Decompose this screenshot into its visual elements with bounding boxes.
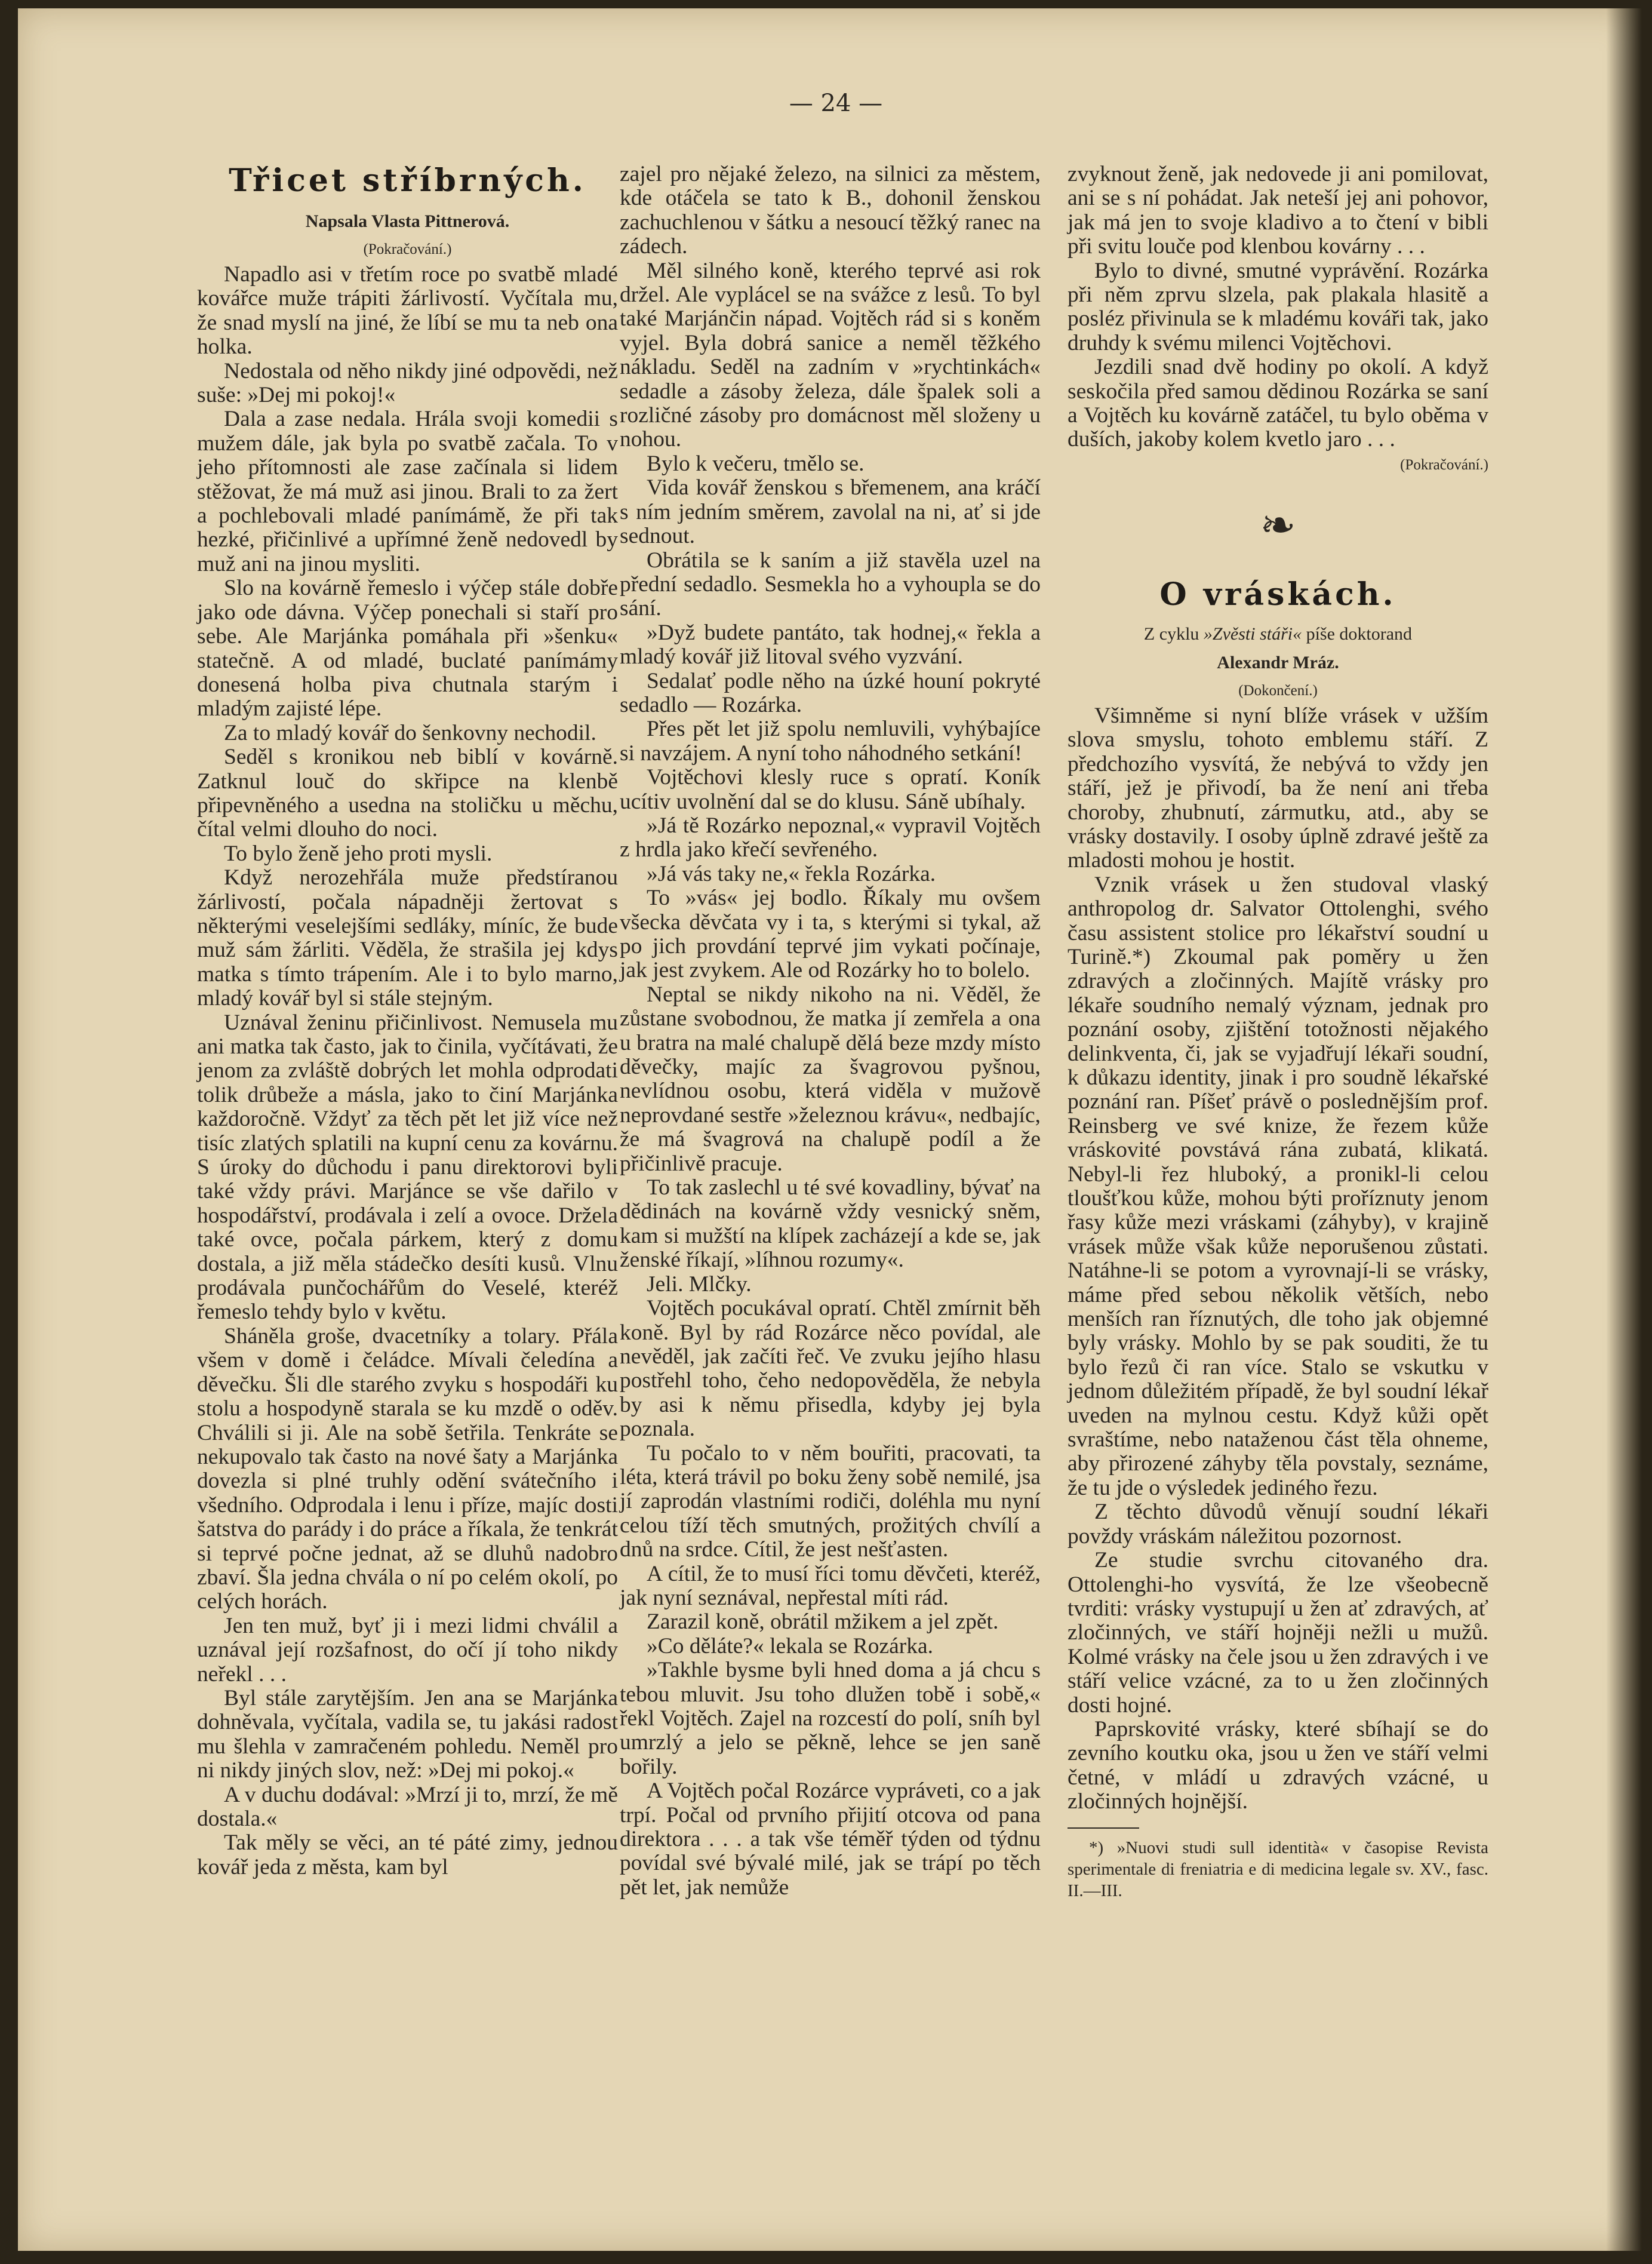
- paragraph: Paprskovité vrásky, které sbíhají se do zevního koutku oka, jsou u žen ve stáří velmi četné, v mládí u zdravých vzácné, u zločinných hojnější.: [1068, 1716, 1488, 1814]
- paragraph: Všimněme si nyní blíže vrásek v užším slova smyslu, tohoto emblemu stáří. Z předchozího vysvítá, že nebývá to vždy jen stáří, jež je přivodí, ba že není ani třeba choroby, zhubnutí, zármutku, atd., aby se vrásky dostavily. I osoby úplně zdravé ještě za mladosti mohou je hostit.: [1068, 703, 1488, 873]
- paragraph: zvyknout ženě, jak nedovede ji ani pomilovat, ani se s ní pohádat. Jak neteší jej ani pohovor, jak má jen to svoje kladivo a to čtení v bibli při svitu louče pod klenbou kovárny . . .: [1068, 162, 1488, 259]
- paragraph: »Dyž budete pantáto, tak hodnej,« řekla a mladý kovář již litoval svého vyzvání.: [620, 620, 1041, 669]
- second-article-author: Alexandr Mráz.: [1217, 652, 1339, 672]
- paragraph: Bylo k večeru, tmělo se.: [647, 451, 865, 476]
- series-mid: píše doktorand: [1306, 623, 1413, 644]
- paragraph: To tak zaslechl u té své kovadliny, bývať na dědinách na kovárně vždy vesnický sněm, kam si mužští na klípek zacházejí a kde se, jak ženské říkají, »líhnou rozumy«.: [620, 1175, 1041, 1273]
- paragraph: Napadlo asi v třetím roce po svatbě mladé kovářce muže trápiti žárlivostí. Vyčítala mu, že snad myslí na jiné, že líbí se mu ta neb ona holka.: [197, 262, 618, 360]
- article-title: Třicet stříbrných.: [229, 162, 586, 199]
- column-1: [197, 162, 618, 1879]
- series-prefix: Z cyklu: [1143, 623, 1199, 644]
- paragraph: »Takhle bysme byli hned doma a já chcu s tebou mluvit. Jsu toho dlužen tobě i sobě,« řekl Vojtěch. Zajel na rozcestí do polí, sníh byl umrzlý a jelo se pěkně, lehce se jen saně bořily.: [620, 1658, 1041, 1779]
- paragraph: Jezdili snad dvě hodiny po okolí. A když seskočila před samou dědinou Rozárka se saní a Vojtěch ku kovárně zatáčel, tu bylo oběma v duších, jakoby kolem kvetlo jaro . . .: [1068, 355, 1488, 452]
- continued-note: (Pokračování.): [363, 241, 452, 257]
- paragraph: »Co děláte?« lekala se Rozárka.: [647, 1633, 933, 1658]
- second-article-title: O vráskách.: [1159, 576, 1396, 613]
- paragraph: zajel pro nějaké železo, na silnici za městem, kde otáčela se tato k B., dohonil ženskou zachuchlenou v šátku a nesoucí těžký ranec na zádech.: [620, 162, 1041, 259]
- paragraph: Jeli. Mlčky.: [647, 1271, 752, 1297]
- continued-note-end: (Pokračování.): [1400, 456, 1488, 473]
- paragraph: Zarazil koně, obrátil mžikem a jel zpět.: [647, 1609, 999, 1635]
- page-number: — 24 —: [789, 90, 883, 117]
- paragraph: Dala a zase nedala. Hrála svoji komedii s mužem dále, jak byla po svatbě začala. To v jeho přítomnosti ale zase začínala si lidem stěžovat, že má muž asi jinou. Brali to za žert a pochlebovali mladé panímámě, že při tak hezké, přičinlivé a upřímné ženě nedovedl by muž ani na jinou mysliti.: [197, 407, 618, 576]
- paragraph: A Vojtěch počal Rozárce vypráveti, co a jak trpí. Počal od prvního přijití otcova od pana direktora . . . a tak vše téměř týden od týdnu povídal své bývalé milé, jak se trápí po těch pět let, jak nemůže: [620, 1778, 1041, 1900]
- paragraph: Vojtěchovi klesly ruce s opratí. Koník ucítiv uvolnění dal se do klusu. Sáně ubíhaly.: [620, 765, 1041, 814]
- paragraph: Vida kovář ženskou s břemenem, ana kráčí s ním jedním směrem, zavolal na ni, ať si jde sednout.: [620, 475, 1041, 549]
- paragraph: A v duchu dodával: »Mrzí ji to, mrzí, že mě dostala.«: [197, 1782, 618, 1831]
- article-body-continued: [620, 162, 1041, 1900]
- page-edge-shadow: [1606, 8, 1642, 2251]
- paragraph: Tak měly se věci, an té páté zimy, jednou kovář jeda z města, kam byl: [197, 1830, 618, 1879]
- paragraph: »Já vás taky ne,« řekla Rozárka.: [647, 861, 936, 886]
- paragraph: Sedalať podle něho na úzké houní pokryté sedadlo — Rozárka.: [620, 668, 1041, 717]
- paragraph: Byl stále zarytějším. Jen ana se Marjánka dohněvala, vyčítala, vadila se, tu jakási radost mu šlehla v zamračeném pohledu. Neměl pro ni nikdy jiných slov, než: »Dej mi pokoj.«: [197, 1685, 618, 1783]
- fleuron-icon: ❧: [1260, 501, 1296, 549]
- footnote: [1068, 1837, 1488, 1901]
- paragraph: Přes pět let již spolu nemluvili, vyhýbajíce si navzájem. A nyní toho náhodného setkání!: [620, 717, 1041, 766]
- paragraph: Ze studie svrchu citovaného dra. Ottolenghi-ho vysvítá, že lze všeobecně tvrditi: vrásky vystupují u žen ať zdravých, ať zločinných, ve stáří hojněji nežli u mužů. Kolmé vrásky na čele jsou u žen zdravých i ve stáří velice vzácné, za to u žen zločinných dosti hojné.: [1068, 1548, 1488, 1718]
- paragraph: »Já tě Rozárko nepoznal,« vypravil Vojtěch z hrdla jako křečí sevřeného.: [620, 813, 1041, 862]
- article-byline: Napsala Vlasta Pittnerová.: [305, 211, 510, 231]
- paragraph: Jen ten muž, byť ji i mezi lidmi chválil a uznával její rozšafnost, do očí jí toho nikdy neřekl . . .: [197, 1613, 618, 1687]
- paragraph: Neptal se nikdy nikoho na ni. Věděl, že zůstane svobodnou, že matka jí zemřela a ona u bratra na malé chalupě dělá beze mzdy místo děvečky, majíc za švagrovou pyšnou, nevlídnou osobu, která viděla v mužově neprovdané sestře »železnou krávu«, nedbajíc, že má švagrová na chalupě podíl a že přičinlivě pracuje.: [620, 982, 1041, 1176]
- article-body: [197, 263, 618, 1879]
- paragraph: To bylo ženě jeho proti mysli.: [224, 841, 493, 866]
- paragraph: Tu počalo to v něm bouřiti, pracovati, ta léta, která trávil po boku ženy sobě nemilé, jsa jí zaprodán vlastními rodiči, doléhla mu nyní celou tíží těch smutných, prožitých chvílí a dnů na srdce. Cítil, že jest nešťasten.: [620, 1440, 1041, 1562]
- footnote-rule: [1068, 1827, 1139, 1829]
- paragraph: Za to mladý kovář do šenkovny nechodil.: [224, 720, 596, 745]
- paragraph: Měl silného koně, kterého teprvé asi rok držel. Ale vyplácel se na svážce z lesů. To byl také Marjánčin nápad. Vojtěch rád si s koněm vyjel. Byla dobrá sanice a neměl těžkého nákladu. Seděl na zadním v »rychtinkách« sedadle a zásoby železa, dále špalek soli a rozličné zásoby pro domácnost měl složeny u nohou.: [620, 258, 1041, 452]
- paragraph: Obrátila se k saním a již stavěla uzel na přední sedadlo. Sesmekla ho a vyhoupla se do sání.: [620, 548, 1041, 621]
- second-article-body: [1068, 704, 1488, 1814]
- paragraph: Vojtěch pocukával opratí. Chtěl zmírnit běh koně. Byl by rád Rozárce něco povídal, ale nevěděl, jak začíti řeč. Ve zvuku jejího hlasu postřehl toho, čeho nedopověděla, že nebyla by asi k němu přisedla, kdyby jej byla poznala.: [620, 1296, 1041, 1442]
- paragraph: Slo na kovárně řemeslo i výčep stále dobře jako ode dávna. Výčep ponechali si staří pro sebe. Ale Marjánka pomáhala při »šenku« statečně. A od mladé, buclaté panímámy donesená holba piva chutnala starým i mladým zajisté lépe.: [197, 576, 618, 721]
- paragraph: Z těchto důvodů věnují soudní lékaři povždy vráskám náležitou pozornost.: [1068, 1500, 1488, 1549]
- paragraph: To »vás« jej bodlo. Říkaly mu ovšem všecka děvčata vy i ta, s kterými si tykal, až po jich provdání teprvé jim vykati počínaje, jak jest zvykem. Ale od Rozárky ho to bolelo.: [620, 886, 1041, 983]
- second-article-series-line: [1068, 620, 1488, 648]
- paragraph: A cítil, že to musí říci tomu děvčeti, kteréž, jak nyní seznával, nepřestal míti rád.: [620, 1561, 1041, 1610]
- footnote-text: *) »Nuovi studi sull identità« v časopise Revista sperimentale di freniatria e di medicina legale sv. XV., fasc. II.—III.: [1068, 1838, 1488, 1900]
- article-body-end: [1068, 162, 1488, 452]
- paragraph: Když nerozehřála muže předstíranou žárlivostí, počala nápadněji žertovat s některými veselejšími sedláky, míníc, že bude muž sám žárliti. Věděla, že strašila jej kdys matka s tímto trápením. Ale i to bylo marno, mladý kovář byl si stále stejným.: [197, 865, 618, 1011]
- paragraph: Sháněla groše, dvacetníky a tolary. Přála všem v domě i čeládce. Mívali čeledína a děvečku. Šli dle starého zvyku s hospodáři ku stolu a hospodyně starala se ku mzdě o oděv. Chválili si ji. Ale na sobě šetřila. Tenkráte se nekupovalo tak často na nové šaty a Marjánka dovezla si plné truhly odění svátečního i všedního. Odprodala i lenu i příze, majíc dosti šatstva do parády i do práce a říkala, že tenkrát si teprvé počne jednat, až se dluhů nadobro zbaví. Šla jedna chvála o ní po celém okolí, po celých horách.: [197, 1323, 618, 1614]
- column-2: [620, 162, 1041, 1900]
- second-continued-note: (Dokončení.): [1238, 682, 1318, 699]
- paragraph: Nedostala od něho nikdy jiné odpovědi, než suše: »Dej mi pokoj!«: [197, 358, 618, 408]
- paragraph: Bylo to divné, smutné vyprávění. Rozárka při něm zprvu slzela, pak plakala hlasitě a posléz přivinula se k mladému kováři tak, jako druhdy k svému milenci Vojtěchovi.: [1068, 258, 1488, 355]
- paragraph: Seděl s kronikou neb biblí v kovárně. Zatknul louč do skřipce na klenbě připevněného a usedna na stoličku u měchu, čítal velmi dlouho do noci.: [197, 745, 618, 842]
- column-3: [1068, 162, 1488, 1901]
- paragraph: Vznik vrásek u žen studoval vlaský anthropolog dr. Salvator Ottolenghi, svého času assistent stolice pro lékařství soudní u Turině.*) Zkoumal pak poměry u žen zdravých a zločinných. Majítě vrásky pro lékaře soudního nemalý význam, jednak pro poznání osoby, zjištění totožnosti nějakého delinkventa, či, jak se vyjadřují lékaři soudní, k důkazu identity, jinak i pro soudně lékařské poznání ran. Píšeť právě o poslednějším prof. Reinsberg ve své knize, že řezem kůže vráskovité povstává rána zubatá, klikatá. Nebyl-li řez hluboký, a pronikl-li celou tloušťkou kůže, mohou býti proříznuty jenom řasy kůže mezi vráskami (záhyby), v krajině vrásek může však kůže neporušenou zůstati. Natáhne-li se potom a vyrovnají-li se vrásky, máme před sebou několik větších, nebo menších ran říznutých, dle toho jak objemné byly vrásky. Mohlo by se pak souditi, že tu bylo řezů či ran více. Stalo se vskutku v jednom důležitém případě, že byl soudní lékař uveden na mylnou cestu. Když kůži opět svraštíme, nebo nataženou část těla ohneme, aby přirozené záhyby těla povstaly, seznáme, že tu jde o výsledek jediného řezu.: [1068, 872, 1488, 1500]
- series-name: »Zvěsti stáři«: [1203, 623, 1302, 644]
- paragraph: Uznával ženinu přičinlivost. Nemusela mu ani matka tak často, jak to činila, vyčítávati, že jenom za zvláště dobrých let mohla odprodati tolik drůbeže a másla, jako to činí Marjánka každoročně. Vždyť za těch pět let již více než tisíc zlatých splatili na kupní cenu za kovárnu. S úroky do důchodu i panu direktorovi byli také vždy právi. Marjánce se vše dařilo v hospodářství, prodávala i zelí a ovoce. Držela také ovce, počala párkem, který z domu dostala, a již měla stádečko desíti kusů. Vlnu prodávala punčochářům do Veselé, kteréž řemeslo tehdy bylo v květu.: [197, 1010, 618, 1325]
